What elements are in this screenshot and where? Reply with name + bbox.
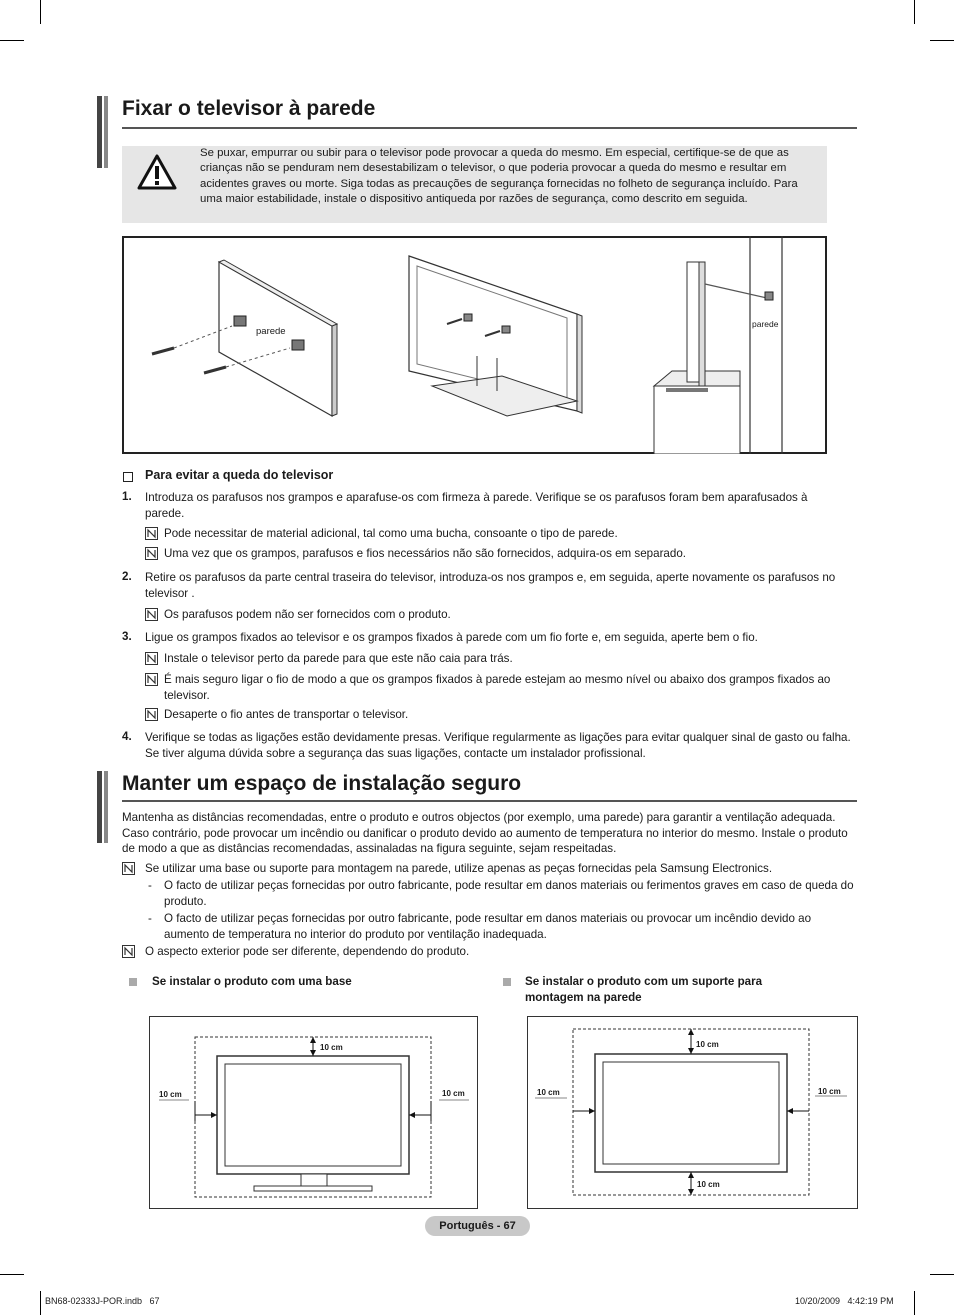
dash-text: O facto de utilizar peças fornecidas por outro fabricante, pode resultar em danos materiais ou provocar um incêndio devido ao aumento de temperatura no interior do produto por ventilação inadequada. xyxy=(164,912,812,941)
note-text: Uma vez que os grampos, parafusos e fios necessários não são fornecidos, adquira-os em separado. xyxy=(164,547,687,560)
title-rule xyxy=(122,800,857,802)
crop-mark xyxy=(40,0,41,24)
section-bar xyxy=(97,771,102,843)
note-text: O aspecto exterior pode ser diferente, dependendo do produto. xyxy=(145,945,470,958)
clearance-label: 10 cm xyxy=(818,1087,841,1096)
wall-mount-illustration xyxy=(122,236,827,454)
section-bar xyxy=(104,96,108,168)
crop-mark xyxy=(914,1291,915,1315)
section-title: Manter um espaço de instalação seguro xyxy=(122,772,522,795)
note-icon xyxy=(145,673,158,686)
crop-mark xyxy=(930,1274,954,1275)
print-date: 10/20/2009 4:42:19 PM xyxy=(795,1296,894,1306)
dash-bullet: - xyxy=(148,912,152,925)
crop-mark xyxy=(0,1274,24,1275)
wall-label: parede xyxy=(752,319,779,329)
stand-clearance-drawing xyxy=(149,1016,478,1209)
note-text: Pode necessitar de material adicional, tal como uma bucha, consoante o tipo de parede. xyxy=(164,527,618,540)
clearance-label: 10 cm xyxy=(320,1043,343,1052)
note-text: Os parafusos podem não ser fornecidos com o produto. xyxy=(164,608,451,621)
note-text: Instale o televisor perto da parede para que este não caia para trás. xyxy=(164,652,513,665)
note-icon xyxy=(145,652,158,665)
step-number: 4. xyxy=(122,730,132,743)
note-text: Desaperte o fio antes de transportar o televisor. xyxy=(164,708,409,721)
crop-mark xyxy=(930,40,954,41)
clearance-label: 10 cm xyxy=(696,1040,719,1049)
note-icon xyxy=(145,708,158,721)
clearance-label: 10 cm xyxy=(442,1089,465,1098)
warning-triangle-icon xyxy=(137,154,177,190)
file-name: BN68-02333J-POR.indb 67 xyxy=(45,1296,160,1306)
title-rule xyxy=(122,127,857,129)
dash-bullet: - xyxy=(148,879,152,892)
clearance-label: 10 cm xyxy=(159,1090,182,1099)
note-icon xyxy=(122,862,135,875)
wall-mount-heading: Se instalar o produto com um suporte para montagem na parede xyxy=(525,975,763,1004)
subheading: Para evitar a queda do televisor xyxy=(145,468,334,482)
note-icon xyxy=(145,608,158,621)
step-text: Retire os parafusos da parte central traseira do televisor, introduza-os nos grampos e, em seguida, aperte novamente os parafusos no televisor . xyxy=(145,571,836,600)
step-text: Verifique se todas as ligações estão devidamente presas. Verifique regularmente as ligações para evitar qualquer sinal de gasto ou falha. Se tiver alguma dúvida sobre a segurança das suas ligações, contacte um instalador profissional. xyxy=(145,731,851,760)
square-bullet xyxy=(129,978,137,986)
step-number: 1. xyxy=(122,490,132,503)
wall-label: parede xyxy=(256,326,286,337)
section-title: Fixar o televisor à parede xyxy=(122,97,376,120)
section-bar xyxy=(97,96,102,168)
square-bullet xyxy=(503,978,511,986)
stand-heading: Se instalar o produto com uma base xyxy=(152,975,352,988)
note-icon xyxy=(122,945,135,958)
page-number: Português - 67 xyxy=(425,1216,530,1236)
step-number: 2. xyxy=(122,570,132,583)
clearance-label: 10 cm xyxy=(697,1180,720,1189)
crop-mark xyxy=(0,40,24,41)
step-text: Introduza os parafusos nos grampos e aparafuse-os com firmeza à parede. Verifique se os parafusos foram bem aparafusados à parede. xyxy=(145,491,808,520)
note-text: Se utilizar uma base ou suporte para montagem na parede, utilize apenas as peças fornecidas pela Samsung Electronics. xyxy=(145,862,773,875)
crop-mark xyxy=(914,0,915,24)
wall-mount-clearance-drawing xyxy=(527,1016,858,1209)
section-bar xyxy=(104,771,108,843)
checkbox-bullet xyxy=(123,472,133,482)
note-icon xyxy=(145,527,158,540)
step-text: Ligue os grampos fixados ao televisor e os grampos fixados à parede com um fio forte e, em seguida, aperte bem o fio. xyxy=(145,631,758,644)
step-number: 3. xyxy=(122,630,132,643)
dash-text: O facto de utilizar peças fornecidas por outro fabricante, pode resultar em danos materiais ou ferimentos graves em caso de queda do produto. xyxy=(164,879,854,908)
note-text: É mais seguro ligar o fio de modo a que os grampos fixados à parede estejam ao mesmo nível ou abaixo dos grampos fixados ao televisor. xyxy=(164,673,831,702)
intro-text: Mantenha as distâncias recomendadas, entre o produto e outros objectos (por exemplo, uma parede) para garantir a ventilação adequada. Caso contrário, pode provocar um incêndio ou danificar o produto devido ao aumento de temperatura no interior do mesmo. Instale o produto de modo a que as distâncias recomendadas, assinaladas na figura seguinte, sejam respeitadas. xyxy=(122,811,848,856)
crop-mark xyxy=(40,1291,41,1315)
warning-text: Se puxar, empurrar ou subir para o televisor pode provocar a queda do mesmo. Em especial, certifique-se de que as crianças não se penduram nem desestabilizam o televisor, o que poderia provocar a queda do mesmo e resultar em acidentes graves ou morte. Siga todas as precauções de segurança fornecidas no folheto de segurança incluído. Para uma maior estabilidade, instale o dispositivo antiqueda por razões de segurança, como descrito em seguida. xyxy=(200,147,798,206)
note-icon xyxy=(145,547,158,560)
clearance-label: 10 cm xyxy=(537,1088,560,1097)
